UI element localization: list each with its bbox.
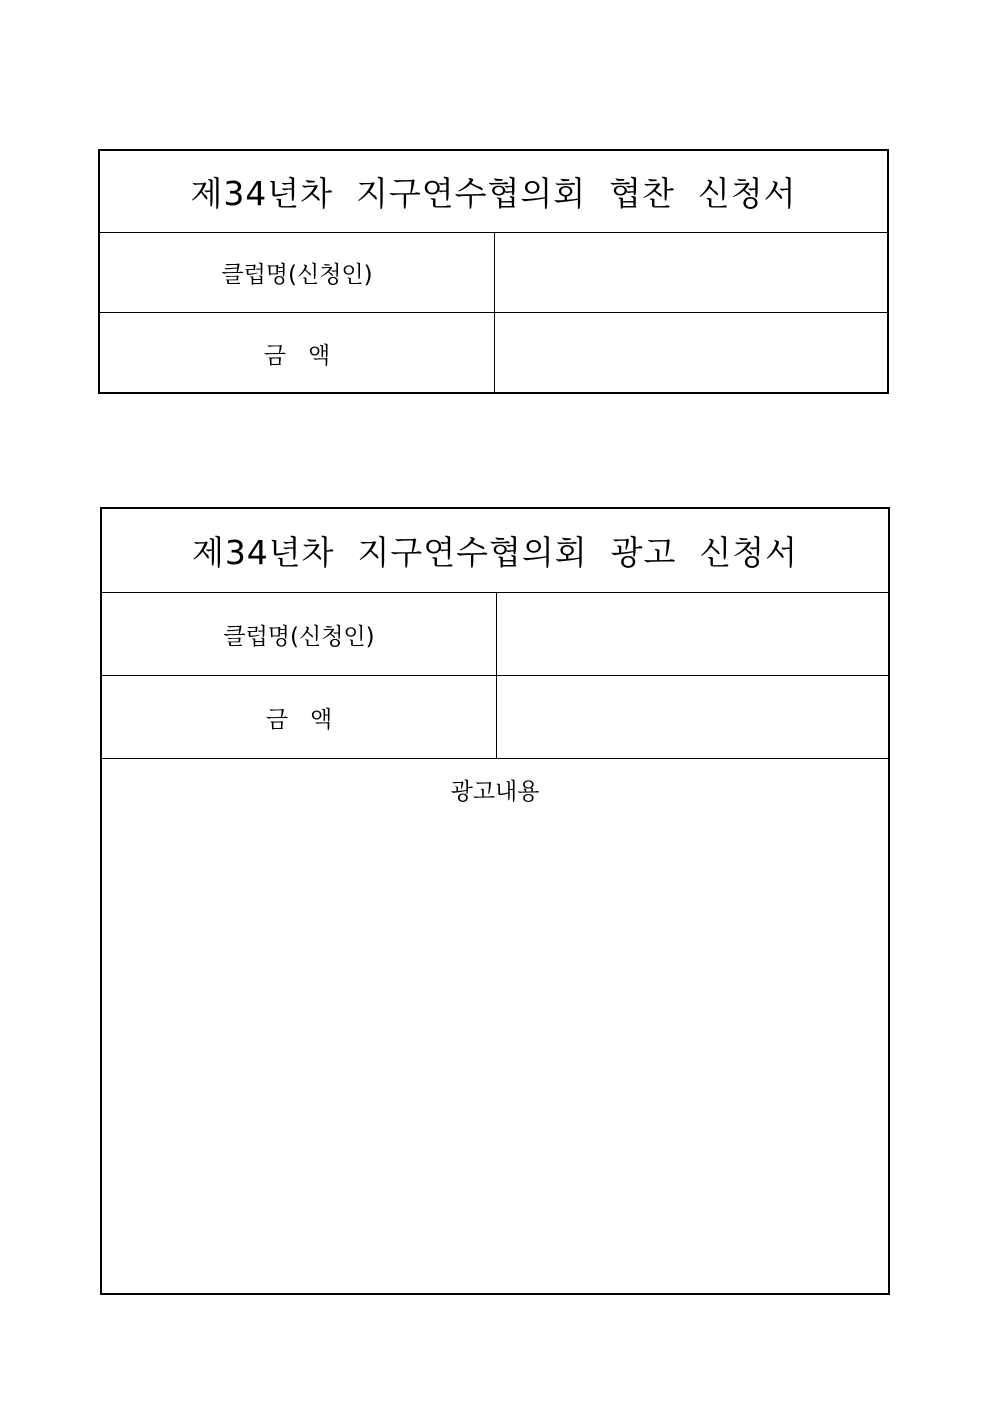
club-name-row xyxy=(100,233,887,313)
advertisement-form-title: 제34년차 지구연수협의회 광고 신청서 xyxy=(191,533,799,572)
advertisement-application-form xyxy=(100,507,890,1295)
amount-field[interactable] xyxy=(497,676,888,758)
club-name-label: 클럽명(신청인) xyxy=(100,233,495,312)
amount-row xyxy=(102,676,888,759)
club-name-field[interactable] xyxy=(495,233,887,312)
sponsorship-application-form xyxy=(98,149,889,394)
club-name-row xyxy=(102,593,888,676)
amount-label: 금 액 xyxy=(100,313,495,393)
ad-content-section xyxy=(102,759,888,1293)
club-name-field[interactable] xyxy=(497,593,888,675)
form-title-row xyxy=(100,151,887,233)
amount-label: 금 액 xyxy=(102,676,497,758)
sponsorship-form-title: 제34년차 지구연수협의회 협찬 신청서 xyxy=(190,174,797,213)
form-title-row xyxy=(102,509,888,593)
club-name-label: 클럽명(신청인) xyxy=(102,593,497,675)
amount-field[interactable] xyxy=(495,313,887,393)
ad-content-field[interactable] xyxy=(102,809,888,1293)
ad-content-label: 광고내용 xyxy=(450,779,540,805)
amount-row xyxy=(100,313,887,393)
